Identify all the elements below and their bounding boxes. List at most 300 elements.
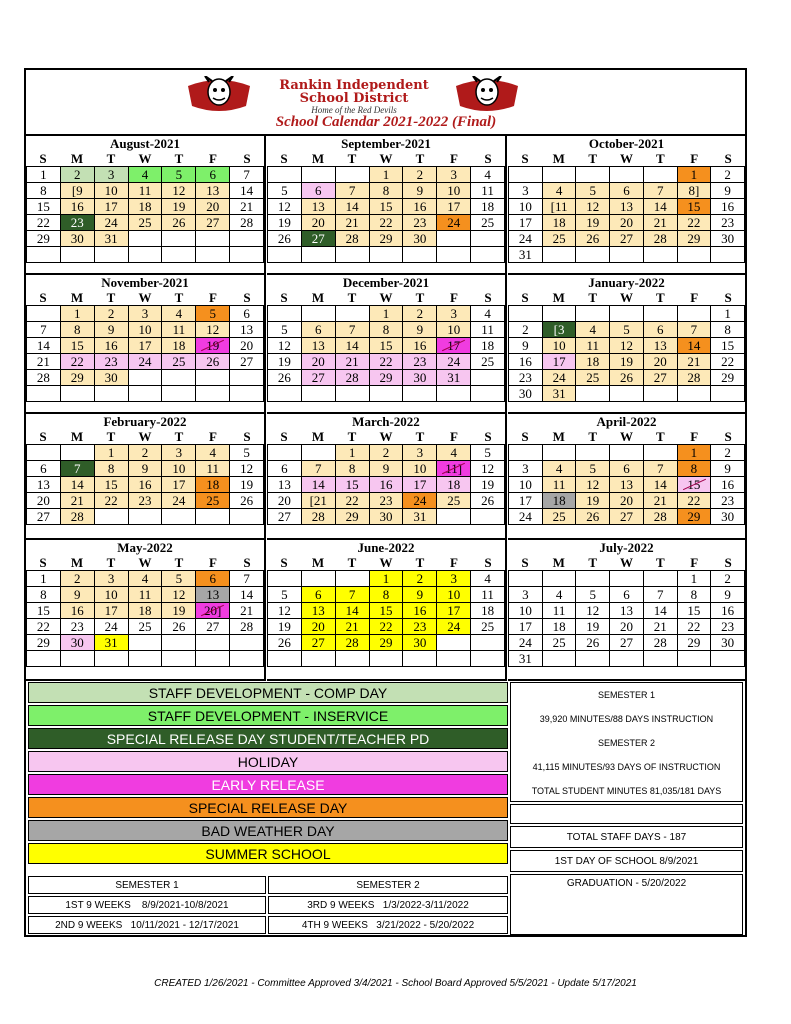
day-cell: 21 — [336, 354, 370, 370]
weekday-label: M — [70, 290, 84, 305]
day-cell — [610, 445, 644, 461]
weekday-label: S — [484, 429, 492, 444]
day-cell: 16 — [95, 338, 129, 354]
weekday-label: T — [174, 429, 184, 444]
day-cell: 31 — [543, 386, 577, 402]
day-cell: 16 — [403, 199, 437, 215]
day-cell — [162, 509, 196, 525]
weekday-label: T — [415, 429, 425, 444]
day-cell: 10 — [162, 461, 196, 477]
month-title: July-2022 — [599, 540, 654, 555]
day-cell — [403, 386, 437, 402]
day-cell: 24 — [543, 370, 577, 386]
day-cell: 21 — [230, 199, 264, 215]
day-cell: 28 — [644, 231, 678, 247]
day-cells — [267, 570, 505, 667]
day-cell — [129, 651, 163, 667]
day-cell: 5 — [162, 571, 196, 587]
day-cell: 1 — [370, 167, 404, 183]
month-march-2022 — [267, 414, 507, 540]
day-cell: 2 — [711, 445, 745, 461]
day-cell: 27 — [27, 509, 61, 525]
day-cell — [509, 445, 543, 461]
day-cell — [437, 509, 471, 525]
day-cell: 16 — [403, 338, 437, 354]
day-cell: 21 — [644, 619, 678, 635]
day-cell: 15 — [27, 199, 61, 215]
weekday-label: S — [521, 290, 529, 305]
weekday-label: T — [174, 151, 184, 166]
weekday-label: W — [379, 555, 393, 570]
semester1-heading: SEMESTER 1 — [28, 876, 266, 894]
month-january-2022 — [508, 275, 745, 414]
day-cell — [610, 571, 644, 587]
day-cell — [576, 445, 610, 461]
day-cell: 30 — [711, 635, 745, 651]
day-cell: 28 — [61, 509, 95, 525]
day-cell: 1 — [336, 445, 370, 461]
day-cell: 15 — [678, 199, 712, 215]
day-cell — [61, 386, 95, 402]
day-cell: 12 — [162, 587, 196, 603]
day-cell: 2 — [711, 571, 745, 587]
weekday-label: S — [280, 290, 288, 305]
day-cell: 19 — [162, 603, 196, 619]
day-cell: 30 — [95, 370, 129, 386]
weekday-label: M — [70, 429, 84, 444]
day-cell: 9 — [370, 461, 404, 477]
day-cell — [610, 247, 644, 263]
day-cell: 26 — [162, 215, 196, 231]
day-cell: 4 — [543, 587, 577, 603]
weekday-label: T — [347, 151, 357, 166]
weekday-header — [267, 151, 505, 166]
day-cell: 6 — [610, 461, 644, 477]
day-cell: 8] — [678, 183, 712, 199]
weekday-label: F — [209, 555, 217, 570]
day-cell: [21 — [302, 493, 336, 509]
day-cell — [543, 167, 577, 183]
day-cell — [543, 445, 577, 461]
day-cell: 25 — [543, 231, 577, 247]
day-cell: 22 — [61, 354, 95, 370]
day-cell: 7 — [27, 322, 61, 338]
month-april-2022 — [508, 414, 745, 540]
day-cell: 5 — [268, 183, 302, 199]
weekday-header — [26, 151, 264, 166]
weekday-label: S — [521, 151, 529, 166]
calendar-header — [26, 70, 745, 136]
day-cell: 20 — [302, 619, 336, 635]
day-cell — [268, 386, 302, 402]
day-cell: 17 — [95, 199, 129, 215]
weekday-label: W — [138, 290, 152, 305]
day-cell: 27 — [268, 509, 302, 525]
weekday-label: F — [450, 290, 458, 305]
day-cell: 13 — [644, 338, 678, 354]
day-cell: 16 — [403, 603, 437, 619]
day-cell: 15 — [95, 477, 129, 493]
red-devil-logo-icon — [184, 76, 254, 114]
day-cell: 10 — [509, 603, 543, 619]
day-cell: 12 — [471, 461, 505, 477]
day-cell — [268, 306, 302, 322]
day-cell — [644, 167, 678, 183]
day-cell: 25 — [471, 354, 505, 370]
weekday-label: T — [656, 429, 665, 444]
day-cell: 16 — [129, 477, 163, 493]
day-cell: 20 — [610, 215, 644, 231]
day-cell — [302, 247, 336, 263]
day-cell: 16 — [509, 354, 543, 370]
day-cell: 29 — [61, 370, 95, 386]
day-cell: 6 — [302, 322, 336, 338]
day-cell: 22 — [95, 493, 129, 509]
weekday-header — [267, 555, 505, 570]
day-cell — [644, 651, 678, 667]
day-cell: [9 — [61, 183, 95, 199]
day-cell: 11 — [543, 477, 577, 493]
weekday-label: S — [724, 429, 732, 444]
day-cell — [644, 247, 678, 263]
day-cells — [26, 305, 264, 402]
day-cell: 5 — [162, 167, 196, 183]
weekday-label: F — [690, 555, 699, 570]
day-cell: 22 — [678, 215, 712, 231]
day-cell: 30 — [61, 635, 95, 651]
day-cell: 1 — [678, 167, 712, 183]
day-cell: 3 — [437, 167, 471, 183]
weekday-label: F — [690, 151, 699, 166]
color-legend — [28, 682, 508, 866]
day-cell — [576, 571, 610, 587]
day-cell — [610, 306, 644, 322]
day-cell: 26 — [268, 231, 302, 247]
day-cell: 2 — [61, 571, 95, 587]
month-november-2021 — [26, 275, 266, 414]
day-cell — [162, 247, 196, 263]
day-cell: 4 — [129, 167, 163, 183]
day-cell: 4 — [471, 571, 505, 587]
day-cell: 20 — [268, 493, 302, 509]
calendar-sheet — [24, 68, 747, 937]
day-cell: 25 — [437, 493, 471, 509]
day-cell: 1 — [27, 167, 61, 183]
weekday-label: S — [724, 555, 732, 570]
day-cell: 29 — [678, 231, 712, 247]
day-cell: 5 — [268, 587, 302, 603]
legend-summer: SUMMER SCHOOL — [28, 843, 508, 864]
day-cell — [196, 635, 230, 651]
day-cell: 10 — [403, 461, 437, 477]
day-cell: 23 — [95, 354, 129, 370]
day-cell — [576, 386, 610, 402]
day-cell: 3 — [95, 571, 129, 587]
weekday-label: S — [39, 555, 47, 570]
month-title: April-2022 — [596, 414, 657, 429]
day-cell: 14 — [230, 183, 264, 199]
day-cell: 2 — [61, 167, 95, 183]
day-cell: 17 — [403, 477, 437, 493]
day-cell: 1 — [370, 306, 404, 322]
day-cell — [230, 635, 264, 651]
weekday-label: T — [656, 151, 665, 166]
day-cell: 23 — [711, 619, 745, 635]
day-cell: 9 — [403, 587, 437, 603]
day-cell: 19 — [576, 215, 610, 231]
weekday-label: M — [70, 151, 84, 166]
day-cell: 7 — [644, 587, 678, 603]
day-cell: 8 — [678, 461, 712, 477]
day-cell — [196, 370, 230, 386]
day-cell — [302, 651, 336, 667]
day-cell: 27 — [302, 635, 336, 651]
day-cell — [576, 306, 610, 322]
day-cell — [336, 247, 370, 263]
day-cell: 19 — [230, 477, 264, 493]
day-cell: 29 — [370, 370, 404, 386]
day-cell: [3 — [543, 322, 577, 338]
day-cell: 12 — [196, 322, 230, 338]
day-cell: 23 — [403, 354, 437, 370]
day-cells — [267, 444, 505, 525]
day-cell: 18 — [196, 477, 230, 493]
day-cell: 20 — [302, 354, 336, 370]
day-cell: 12 — [230, 461, 264, 477]
day-cell: 2 — [711, 167, 745, 183]
sem1-minutes: 39,920 MINUTES/88 DAYS INSTRUCTION — [539, 714, 714, 724]
day-cell — [403, 651, 437, 667]
day-cell: 17 — [509, 215, 543, 231]
day-cell: 31 — [95, 635, 129, 651]
day-cell: 8 — [711, 322, 745, 338]
day-cell: 2 — [403, 306, 437, 322]
day-cell: 16 — [370, 477, 404, 493]
second-nine-weeks: 2ND 9 WEEKS 10/11/2021 - 12/17/2021 — [28, 916, 266, 934]
day-cell: 12 — [576, 477, 610, 493]
day-cell — [610, 651, 644, 667]
legend-inservice: STAFF DEVELOPMENT - INSERVICE — [28, 705, 508, 726]
footer-note: CREATED 1/26/2021 - Committee Approved 3/4/2021 - School Board Approved 5/5/2021 - Update 5/17/2021 — [154, 978, 637, 989]
day-cell: 25 — [471, 619, 505, 635]
day-cell — [471, 635, 505, 651]
day-cell: 27 — [230, 354, 264, 370]
sem2-minutes: 41,115 MINUTES/93 DAYS OF INSTRUCTION — [532, 762, 721, 772]
day-cell: 28 — [230, 215, 264, 231]
day-cell: 19 — [268, 619, 302, 635]
day-cell: 26 — [196, 354, 230, 370]
day-cell: 28 — [336, 370, 370, 386]
month-title: May-2022 — [117, 540, 173, 555]
legend-comp: STAFF DEVELOPMENT - COMP DAY — [28, 682, 508, 703]
weekday-label: T — [588, 555, 597, 570]
sem1-label: SEMESTER 1 — [597, 690, 655, 700]
day-cell — [711, 386, 745, 402]
day-cell: 29 — [27, 231, 61, 247]
month-title: October-2021 — [588, 136, 665, 151]
month-december-2021 — [267, 275, 507, 414]
weekday-label: T — [106, 151, 116, 166]
weekday-label: F — [450, 151, 458, 166]
calendar-title: School Calendar 2021-2022 (Final) — [275, 114, 497, 130]
day-cell: 23 — [370, 493, 404, 509]
day-cells — [508, 166, 745, 263]
day-cell: 16 — [711, 603, 745, 619]
day-cell: 11 — [471, 183, 505, 199]
day-cell — [302, 167, 336, 183]
day-cell: 17 — [95, 603, 129, 619]
weekday-label: W — [379, 429, 393, 444]
day-cell: 5 — [576, 587, 610, 603]
day-cell: 10 — [437, 183, 471, 199]
day-cell: 23 — [509, 370, 543, 386]
day-cell: 1 — [370, 571, 404, 587]
day-cell: 24 — [403, 493, 437, 509]
day-cell: 17 — [162, 477, 196, 493]
weekday-label: S — [39, 290, 47, 305]
weekday-label: M — [552, 429, 565, 444]
day-cell: 1 — [678, 571, 712, 587]
day-cell — [437, 231, 471, 247]
day-cell: 6 — [610, 183, 644, 199]
fourth-nine-weeks: 4TH 9 WEEKS 3/21/2022 - 5/20/2022 — [268, 916, 508, 934]
day-cell: 16 — [61, 199, 95, 215]
weekday-label: T — [415, 555, 425, 570]
day-cell: 14 — [336, 603, 370, 619]
day-cell: 2 — [95, 306, 129, 322]
weekday-label: T — [106, 290, 116, 305]
day-cell: 30 — [403, 370, 437, 386]
day-cell: 26 — [268, 635, 302, 651]
day-cell: 21 — [336, 215, 370, 231]
weekday-label: S — [724, 151, 732, 166]
day-cell: 18 — [576, 354, 610, 370]
day-cell: 30 — [509, 386, 543, 402]
day-cell: 14 — [27, 338, 61, 354]
weekday-label: W — [379, 290, 393, 305]
day-cell: 20 — [196, 199, 230, 215]
weekday-label: S — [243, 151, 251, 166]
day-cell — [95, 247, 129, 263]
day-cell — [336, 167, 370, 183]
day-cell — [370, 386, 404, 402]
day-cell: 2 — [403, 167, 437, 183]
day-cell — [268, 445, 302, 461]
day-cell: 5 — [610, 322, 644, 338]
day-cell: 3 — [509, 587, 543, 603]
day-cell: 23 — [403, 619, 437, 635]
day-cell: 21 — [644, 215, 678, 231]
day-cell: 24 — [437, 619, 471, 635]
day-cell: 7 — [336, 587, 370, 603]
day-cell: 4 — [471, 167, 505, 183]
day-cell — [27, 306, 61, 322]
day-cell — [268, 571, 302, 587]
day-cell: 7 — [61, 461, 95, 477]
legend-early: EARLY RELEASE — [28, 774, 508, 795]
weekday-label: T — [106, 429, 116, 444]
day-cell: 11 — [162, 322, 196, 338]
weekday-label: F — [690, 290, 699, 305]
day-cell: 10 — [509, 199, 543, 215]
day-cell: 1 — [27, 571, 61, 587]
day-cell: 24 — [162, 493, 196, 509]
day-cell: 20] — [196, 603, 230, 619]
month-may-2022 — [26, 540, 266, 681]
weekday-label: F — [209, 429, 217, 444]
day-cell: 7 — [644, 183, 678, 199]
day-cell — [644, 386, 678, 402]
day-cell: 10 — [509, 477, 543, 493]
day-cell — [610, 167, 644, 183]
day-cell — [437, 247, 471, 263]
day-cell: 27 — [302, 370, 336, 386]
day-cell: 22 — [370, 215, 404, 231]
weekday-header — [267, 429, 505, 444]
weekday-header — [508, 555, 745, 570]
day-cell: 9 — [129, 461, 163, 477]
third-nine-weeks: 3RD 9 WEEKS 1/3/2022-3/11/2022 — [268, 896, 508, 914]
day-cells — [26, 444, 264, 525]
day-cell: 15 — [27, 603, 61, 619]
month-june-2022 — [267, 540, 507, 681]
day-cell: 31 — [95, 231, 129, 247]
day-cell: 15 — [370, 338, 404, 354]
day-cell — [196, 231, 230, 247]
weekday-label: M — [70, 555, 84, 570]
day-cell: 19 — [268, 354, 302, 370]
day-cell: 28 — [230, 619, 264, 635]
day-cell — [437, 635, 471, 651]
weekday-label: M — [552, 555, 565, 570]
day-cell — [27, 386, 61, 402]
day-cell: 3 — [437, 306, 471, 322]
day-cell: 22 — [336, 493, 370, 509]
day-cell: 6 — [302, 183, 336, 199]
day-cell: 5 — [230, 445, 264, 461]
day-cell: 14 — [644, 477, 678, 493]
day-cell: 15 — [711, 338, 745, 354]
day-cell: 15 — [678, 603, 712, 619]
day-cell: 17 — [437, 603, 471, 619]
day-cell: 6 — [610, 587, 644, 603]
day-cells — [26, 570, 264, 667]
day-cell — [27, 651, 61, 667]
day-cell: 8 — [336, 461, 370, 477]
weekday-label: S — [243, 429, 251, 444]
day-cell: 29 — [678, 635, 712, 651]
day-cell: 23 — [129, 493, 163, 509]
weekday-label: W — [620, 555, 633, 570]
day-cell — [230, 509, 264, 525]
sem2-label: SEMESTER 2 — [597, 738, 655, 748]
day-cell: 15 — [678, 477, 712, 493]
day-cell: 14 — [678, 338, 712, 354]
empty-info-box — [510, 804, 743, 824]
day-cell: 27 — [196, 619, 230, 635]
day-cell: 24 — [129, 354, 163, 370]
district-tagline: Home of the Red Devils — [311, 105, 397, 115]
day-cell: 25 — [196, 493, 230, 509]
weekday-label: M — [311, 290, 325, 305]
day-cell: 16 — [61, 603, 95, 619]
day-cell: 9 — [509, 338, 543, 354]
day-cell: 7 — [230, 167, 264, 183]
day-cell: 9 — [61, 587, 95, 603]
day-cell — [678, 651, 712, 667]
day-cell: 18 — [543, 619, 577, 635]
weekday-label: T — [174, 555, 184, 570]
